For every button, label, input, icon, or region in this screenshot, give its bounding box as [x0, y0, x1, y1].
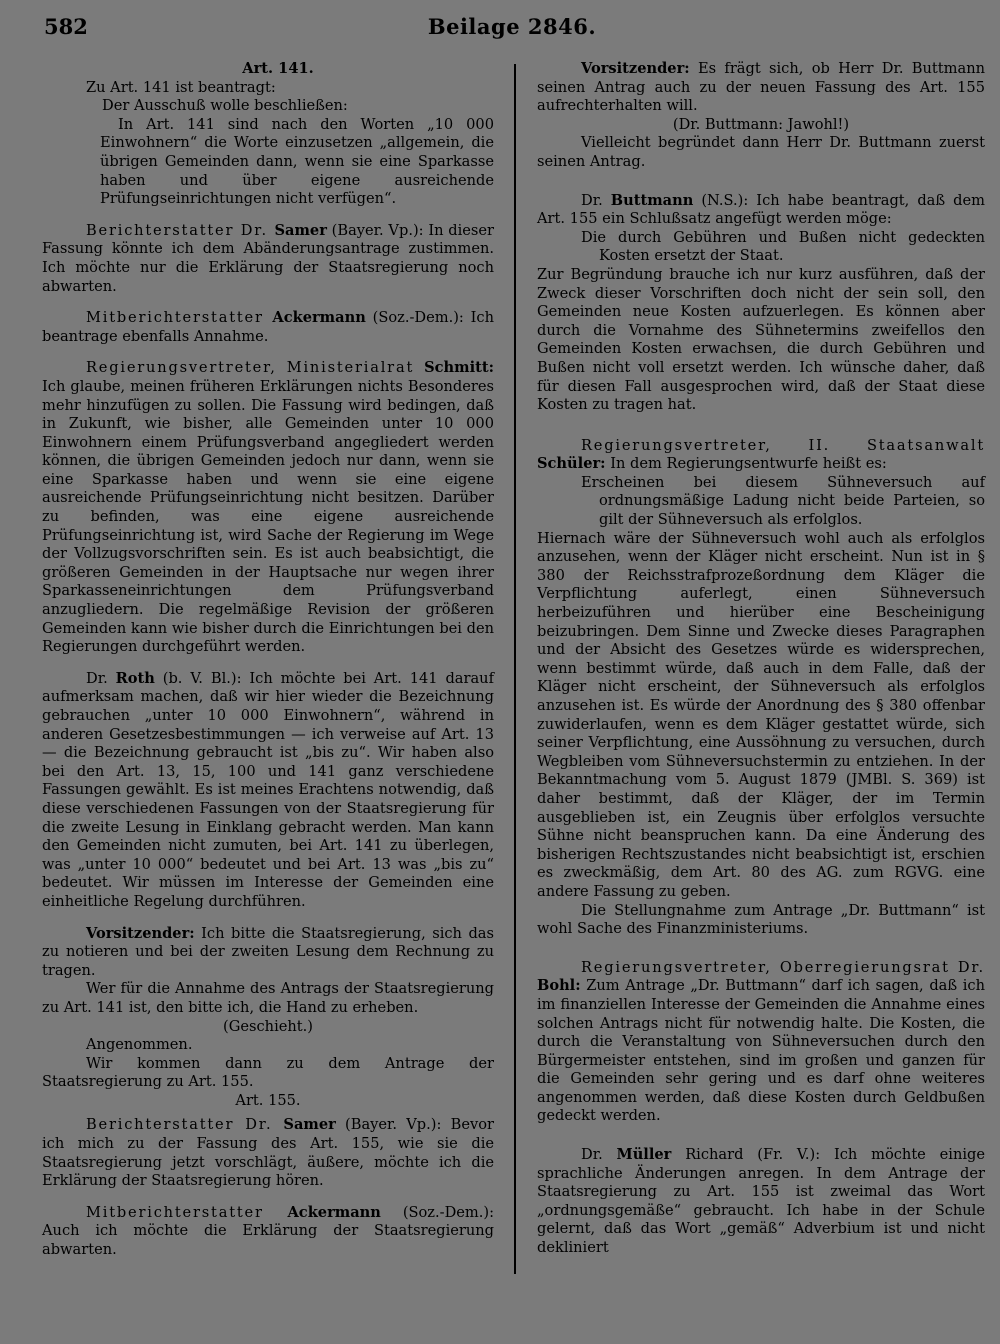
left-column: [42, 60, 494, 1260]
speech-samer-1: Berichterstatter Dr. Samer (Bayer. Vp.): In dieser Fassung könnte ich dem Abänderungsantrage zustimmen. Ich möchte nur die Erklärung der Staatsregierung noch abwarten.: [42, 221, 494, 295]
vote-note: (Geschieht.): [223, 1017, 313, 1035]
speech-samer-2: Berichterstatter Dr. Samer (Bayer. Vp.): Bevor ich mich zu der Fassung des Art. 155, wie sie die Staatsregierung jetzt vorschlägt, äußere, möchte ich die Erklärung der Staatsregierung hören.: [42, 1116, 494, 1190]
right-column: [537, 60, 985, 1258]
column-divider: [514, 64, 516, 1274]
speech-bohl: Regierungsvertreter, Oberregierungsrat Dr. Bohl: Zum Antrage „Dr. Buttmann“ darf ich sagen, daß ich im finanziellen Interesse der Gemeinden die Annahme eines solchen Antrags nicht für notwendig halte. Die Kosten, die durch die Veranstaltung von Sühneversuchen durch den Bürgermeister entstehen, sind im großen und ganzen für die Gemeinden sehr gering und es darf ohne weiteres angenommen werden, daß diese Kosten durch Geldbußen gedeckt werden.: [537, 958, 985, 1125]
page-number: 582: [44, 14, 88, 39]
speech-ackermann-1: Mitberichterstatter Ackermann (Soz.-Dem.): Ich beantrage ebenfalls Annahme.: [42, 309, 494, 345]
motion-intro: Zu Art. 141 ist beantragt:: [86, 78, 276, 96]
vote-result: Angenommen.: [86, 1036, 193, 1054]
speech-buttmann: Dr. Buttmann (N.S.): Ich habe beantragt, daß dem Art. 155 ein Schlußsatz angefügt werden möge:: [537, 191, 985, 228]
draft-quote: Erscheinen bei diesem Sühneversuch auf ordnungsmäßige Ladung nicht beide Parteien, so gilt der Sühneversuch als erfolglos.: [581, 473, 985, 529]
motion-resolution: Der Ausschuß wolle beschließen:: [102, 97, 348, 115]
running-title: Beilage 2846.: [427, 14, 597, 39]
schueler-closing: Die Stellungnahme zum Antrage „Dr. Buttmann“ ist wohl Sache des Finanzministeriums.: [537, 901, 985, 938]
speech-ackermann-2: Mitberichterstatter Ackermann (Soz.-Dem.): Auch ich möchte die Erklärung der Staatsregierung abwarten.: [42, 1203, 494, 1259]
speech-roth: Dr. Roth (b. V. Bl.): Ich möchte bei Art. 141 darauf aufmerksam machen, daß wir hier wieder die Bezeichnung gebrauchen „unter 10 000 Einwohnern“, während in anderen Gesetzesbestimmungen — ich verweise auf Art. 13 — die Bezeichnung gebraucht ist „bis zu“. Wir haben also bei den Art. 13, 15, 100 und 141 ganz verschiedene Fassungen gewählt. Es ist meines Erachtens notwendig, daß diese verschiedenen Fassungen von der Staatsregierung für die zweite Lesung in Einklang gebracht werden. Man kann den Gemeinden nicht zumuten, bei Art. 141 zu überlegen, was „unter 10 000“ bedeutet und bei Art. 13 was „bis zu“ bedeutet. Wir müssen im Interesse der Gemeinden eine einheitliche Regelung durchführen.: [42, 669, 494, 910]
interjection-buttmann: (Dr. Buttmann: Jawohl!): [672, 115, 850, 133]
vote-call: Wer für die Annahme des Antrags der Staatsregierung zu Art. 141 ist, den bitte ich, die Hand zu erheben.: [42, 980, 494, 1016]
speech-chair-2: Vorsitzender: Es frägt sich, ob Herr Dr. Buttmann seinen Antrag auch zu der neuen Fassung des Art. 155 aufrechterhalten will.: [537, 60, 985, 115]
buttmann-motion-text: Die durch Gebühren und Bußen nicht gedeckten Kosten ersetzt der Staat.: [581, 228, 985, 265]
page-header: [44, 14, 980, 46]
speech-mueller: Dr. Müller Richard (Fr. V.): Ich möchte einige sprachliche Änderungen anregen. In dem Antrage der Staatsregierung zu Art. 155 ist zweimal das Wort „ordnungsgemäße“ gebraucht. Ich habe in der Schule gelernt, daß das Wort „gemäß“ Adverbium ist und nicht dekliniert: [537, 1146, 985, 1257]
schueler-explanation: Hiernach wäre der Sühneversuch wohl auch als erfolglos anzusehen, wenn der Kläger nicht erscheint. Nun ist in § 380 der Reichsstrafprozeßordnung dem Kläger die Verpflichtung auferlegt, einen Sühneversuch herbeizuführen und hierüber eine Bescheinigung beizubringen. Dem Sinne und Zwecke dieses Paragraphen und der Absicht des Gesetzes würde es widersprechen, wenn bestimmt würde, daß auch in dem Falle, daß der Kläger nicht erscheint, der Sühneversuch als erfolglos anzusehen ist. Es würde der Anordnung des § 380 offenbar zuwiderlaufen, wenn es dem Kläger gestattet würde, sich seiner Verpflichtung, eine Aussöhnung zu versuchen, durch Wegbleiben vom Sühneversuchstermin zu entziehen. In der Bekanntmachung vom 5. August 1879 (JMBl. S. 369) ist daher bestimmt, daß der Kläger, der im Termin ausgeblieben ist, ein Zeugnis über erfolglos versuchte Sühne nicht beanspruchen kann. Da eine Änderung des bisherigen Rechtszustandes nicht beabsichtigt ist, erschien es zweckmäßig, dem Art. 80 des AG. zum RGVG. eine andere Fassung zu geben.: [537, 529, 985, 900]
next-motion: Wir kommen dann zu dem Antrage der Staatsregierung zu Art. 155.: [42, 1054, 494, 1091]
motion-text: In Art. 141 sind nach den Worten „10 000 Einwohnern“ die Worte einzusetzen „allgemein, die übrigen Gemeinden dann, wenn sie eine Sparkasse haben und über eigene ausreichende Prüfungseinrichtungen nicht verfügen“.: [100, 115, 494, 208]
speech-chair-1: Vorsitzender: Ich bitte die Staatsregierung, sich das zu notieren und bei der zweiten Lesung dem Rechnung zu tragen.: [42, 924, 494, 979]
buttmann-reasoning: Zur Begründung brauche ich nur kurz ausführen, daß der Zweck dieser Vorschriften doch nicht der sein soll, den Gemeinden neue Kosten aufzuerlegen. Es können aber durch die Vornahme des Sühnetermins zweifellos den Gemeinden Kosten erwachsen, die durch Gebühren und Bußen nicht voll ersetzt werden. Ich wünsche daher, daß für diesen Fall ausgesprochen wird, daß der Staat diese Kosten zu tragen hat.: [537, 265, 985, 414]
speech-schueler: Regierungsvertreter, II. Staatsanwalt Schüler: In dem Regierungsentwurfe heißt es:: [537, 436, 985, 473]
chair-request: Vielleicht begründet dann Herr Dr. Buttmann zuerst seinen Antrag.: [537, 134, 985, 170]
article-heading-155: Art. 155.: [235, 1091, 301, 1109]
speech-schmitt: Regierungsvertreter, Ministerialrat Schmitt: Ich glaube, meinen früheren Erklärungen nichts Besonderes mehr hinzufügen zu sollen. Die Fassung wird bedingen, daß in Zukunft, wie bisher, alle Gemeinden unter 10 000 Einwohnern einem Prüfungsverband angegliedert werden können, die übrigen Gemeinden jedoch nur dann, wenn sie eine Sparkasse haben und wenn sie eine eigene ausreichende Prüfungseinrichtung nicht besitzen. Darüber zu befinden, was eine eigene ausreichende Prüfungseinrichtung ist, wird Sache der Regierung im Wege der Vollzugsvorschriften sein. Es ist auch beabsichtigt, die größeren Gemeinden in der Hauptsache nur wegen ihrer Sparkasseneinrichtungen dem Prüfungsverband anzugliedern. Die regelmäßige Revision der größeren Gemeinden kann wie bisher durch die Einrichtungen bei den Regierungen durchgeführt werden.: [42, 359, 494, 656]
article-heading-141: Art. 141.: [242, 60, 314, 77]
